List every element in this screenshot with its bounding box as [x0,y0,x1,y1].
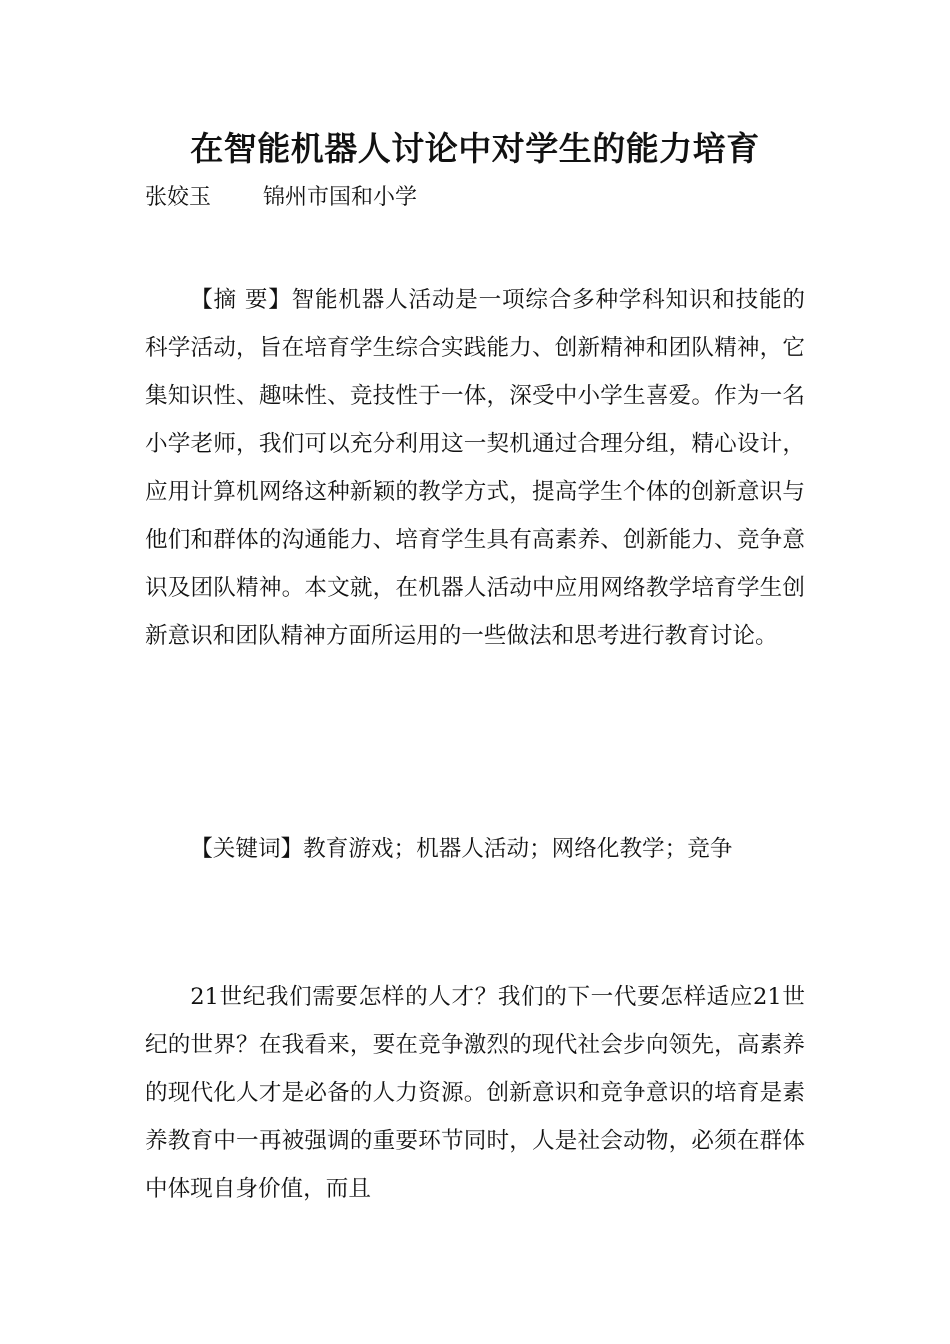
body-paragraph: 21世纪我们需要怎样的人才？我们的下一代要怎样适应21世纪的世界？在我看来，要在竞争激烈的现代社会步向领先，高素养的现代化人才是必备的人力资源。创新意识和竞争意识的培育是素养教育中一再被强调的重要环节同时，人是社会动物，必须在群体中体现自身价值，而且 [145,984,805,1202]
document-title: 在智能机器人讨论中对学生的能力培育 [190,129,760,168]
author-affiliation: 锦州市国和小学 [263,185,418,210]
byline [145,180,417,216]
abstract-paragraph: 【摘 要】智能机器人活动是一项综合多种学科知识和技能的科学活动，旨在培育学生综合实践能力、创新精神和团队精神，它集知识性、趣味性、竞技性于一体，深受中小学生喜爱。作为一名小学老师，我们可以充分利用这一契机通过合理分组，精心设计，应用计算机网络这种新颖的教学方式，提高学生个体的创新意识与他们和群体的沟通能力、培育学生具有高素养、创新能力、竞争意识及团队精神。本文就，在机器人活动中应用网络教学培育学生创新意识和团队精神方面所运用的一些做法和思考进行教育讨论。 [145,287,805,649]
keywords-paragraph: 【关键词】教育游戏；机器人活动；网络化教学；竞争 [190,836,733,862]
author-name: 张姣玉 [145,185,212,210]
